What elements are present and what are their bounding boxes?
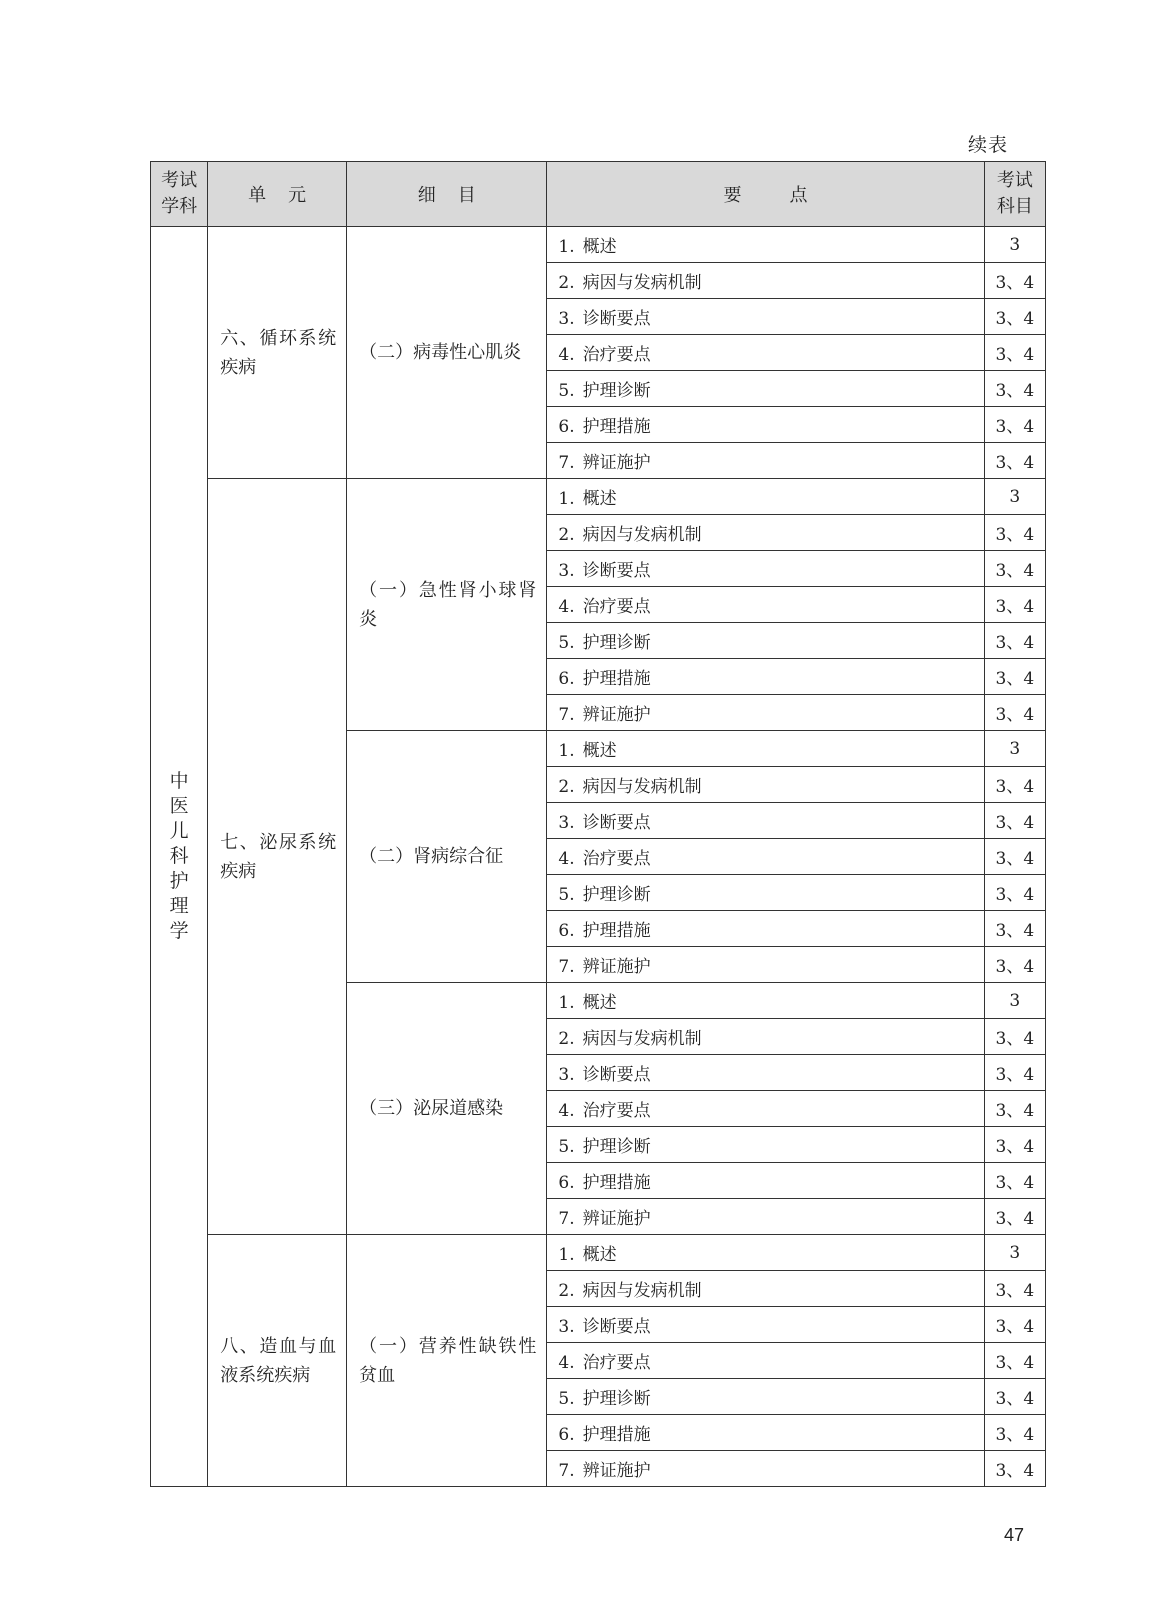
point-text: 护理诊断	[582, 633, 651, 653]
point-number: 6.	[558, 417, 575, 437]
point-cell	[547, 1091, 984, 1127]
point-number: 4.	[558, 1101, 575, 1121]
header-item-label: 细目	[417, 185, 498, 206]
point-number: 2.	[558, 525, 575, 545]
point-number: 7.	[558, 705, 575, 725]
header-item	[347, 162, 547, 227]
point-text: 护理措施	[582, 1173, 651, 1193]
point-text: 治疗要点	[582, 597, 651, 617]
exam-subjects-cell: 3、4	[984, 1415, 1045, 1451]
table-row	[151, 227, 1046, 263]
point-text: 病因与发病机制	[582, 273, 702, 293]
exam-subjects-cell: 3、4	[984, 335, 1045, 371]
exam-subjects-cell: 3	[984, 983, 1045, 1019]
exam-subjects-cell: 3、4	[984, 1343, 1045, 1379]
point-cell	[547, 407, 984, 443]
continued-label: 续表	[968, 134, 1009, 156]
point-cell	[547, 947, 984, 983]
point-text: 诊断要点	[582, 1065, 651, 1085]
header-exam-subject-line-2: 学科	[161, 196, 198, 217]
point-cell	[547, 515, 984, 551]
point-text: 护理措施	[582, 1425, 651, 1445]
exam-subjects-cell: 3、4	[984, 551, 1045, 587]
exam-subjects-cell: 3、4	[984, 839, 1045, 875]
exam-subject-char: 儿	[169, 820, 189, 842]
exam-subjects-cell: 3、4	[984, 623, 1045, 659]
exam-subjects-cell: 3、4	[984, 875, 1045, 911]
item-name: （二）肾病综合征	[359, 846, 504, 867]
item-cell	[347, 479, 547, 731]
point-number: 1.	[558, 1245, 575, 1265]
point-text: 护理措施	[582, 921, 651, 941]
point-cell	[547, 299, 984, 335]
exam-subject-char: 科	[169, 845, 189, 867]
point-number: 7.	[558, 453, 575, 473]
exam-subject-char: 护	[169, 870, 189, 892]
point-text: 治疗要点	[582, 345, 651, 365]
exam-subjects-cell: 3	[984, 731, 1045, 767]
exam-subjects-cell: 3、4	[984, 515, 1045, 551]
point-cell	[547, 263, 984, 299]
point-number: 4.	[558, 1353, 575, 1373]
exam-subjects-cell: 3、4	[984, 1163, 1045, 1199]
item-cell	[347, 227, 547, 479]
exam-subjects-cell: 3	[984, 1235, 1045, 1271]
point-cell	[547, 479, 984, 515]
point-number: 5.	[558, 1137, 575, 1157]
exam-subjects-cell: 3、4	[984, 1055, 1045, 1091]
exam-subjects-cell: 3、4	[984, 1127, 1045, 1163]
point-text: 概述	[582, 1245, 617, 1265]
point-cell	[547, 1307, 984, 1343]
exam-subjects-cell: 3、4	[984, 803, 1045, 839]
item-cell	[347, 983, 547, 1235]
point-text: 概述	[582, 993, 617, 1013]
point-cell	[547, 1163, 984, 1199]
point-number: 1.	[558, 489, 575, 509]
exam-subject-char: 中	[169, 770, 189, 792]
point-cell	[547, 1199, 984, 1235]
point-cell	[547, 731, 984, 767]
point-number: 2.	[558, 1029, 575, 1049]
exam-subject-char: 理	[169, 895, 189, 917]
point-number: 3.	[558, 1317, 575, 1337]
point-number: 6.	[558, 1425, 575, 1445]
point-text: 护理诊断	[582, 381, 651, 401]
header-points-label: 要点	[723, 185, 856, 206]
exam-subjects-cell: 3、4	[984, 911, 1045, 947]
unit-name: 八、造血与血液系统疾病	[220, 1335, 337, 1386]
exam-subjects-cell: 3、4	[984, 1091, 1045, 1127]
header-exam-subjects	[984, 162, 1045, 227]
point-cell	[547, 911, 984, 947]
exam-subjects-cell: 3、4	[984, 1307, 1045, 1343]
exam-subjects-cell: 3、4	[984, 1019, 1045, 1055]
item-name: （一）营养性缺铁性贫血	[359, 1335, 537, 1386]
point-cell	[547, 1019, 984, 1055]
point-text: 治疗要点	[582, 1353, 651, 1373]
header-unit-label: 单元	[248, 185, 329, 206]
point-text: 病因与发病机制	[582, 1029, 702, 1049]
point-text: 诊断要点	[582, 309, 651, 329]
header-row	[151, 162, 1046, 227]
point-number: 3.	[558, 309, 575, 329]
item-name: （二）病毒性心肌炎	[359, 342, 522, 363]
point-cell	[547, 1343, 984, 1379]
item-cell	[347, 1235, 547, 1487]
point-cell	[547, 1271, 984, 1307]
exam-subject-name	[170, 769, 189, 944]
point-number: 2.	[558, 1281, 575, 1301]
point-text: 治疗要点	[582, 849, 651, 869]
table-body	[151, 227, 1046, 1487]
exam-subjects-cell: 3、4	[984, 587, 1045, 623]
point-number: 3.	[558, 813, 575, 833]
point-text: 辨证施护	[582, 1209, 651, 1229]
header-unit	[208, 162, 347, 227]
header-points	[547, 162, 984, 227]
exam-subjects-cell: 3	[984, 479, 1045, 515]
point-number: 6.	[558, 669, 575, 689]
point-number: 6.	[558, 921, 575, 941]
point-number: 1.	[558, 237, 575, 257]
point-number: 7.	[558, 1461, 575, 1481]
point-cell	[547, 659, 984, 695]
unit-cell	[208, 227, 347, 479]
point-cell	[547, 227, 984, 263]
point-number: 5.	[558, 885, 575, 905]
point-text: 辨证施护	[582, 957, 651, 977]
point-text: 护理诊断	[582, 885, 651, 905]
point-number: 5.	[558, 381, 575, 401]
point-number: 4.	[558, 597, 575, 617]
point-text: 诊断要点	[582, 1317, 651, 1337]
header-exam-subject	[151, 162, 208, 227]
header-exam-subjects-line-2: 科目	[996, 196, 1033, 217]
unit-name: 六、循环系统疾病	[220, 327, 337, 378]
page-number: 47	[1004, 1525, 1025, 1545]
point-text: 辨证施护	[582, 1461, 651, 1481]
point-number: 4.	[558, 849, 575, 869]
point-number: 2.	[558, 777, 575, 797]
point-text: 概述	[582, 489, 617, 509]
point-text: 护理诊断	[582, 1137, 651, 1157]
point-text: 概述	[582, 237, 617, 257]
point-number: 4.	[558, 345, 575, 365]
item-name: （三）泌尿道感染	[359, 1098, 504, 1119]
point-cell	[547, 1451, 984, 1487]
exam-subjects-cell: 3、4	[984, 443, 1045, 479]
unit-cell	[208, 1235, 347, 1487]
point-cell	[547, 1127, 984, 1163]
exam-subjects-cell: 3、4	[984, 263, 1045, 299]
exam-subjects-cell: 3	[984, 227, 1045, 263]
point-cell	[547, 1055, 984, 1091]
point-cell	[547, 839, 984, 875]
point-number: 7.	[558, 957, 575, 977]
item-cell	[347, 731, 547, 983]
point-text: 护理诊断	[582, 1389, 651, 1409]
point-number: 1.	[558, 993, 575, 1013]
point-cell	[547, 983, 984, 1019]
point-text: 病因与发病机制	[582, 525, 702, 545]
table-row	[151, 1235, 1046, 1271]
point-cell	[547, 875, 984, 911]
point-number: 1.	[558, 741, 575, 761]
point-text: 诊断要点	[582, 561, 651, 581]
point-text: 护理措施	[582, 417, 651, 437]
point-text: 护理措施	[582, 669, 651, 689]
unit-name: 七、泌尿系统疾病	[220, 831, 337, 882]
exam-subjects-cell: 3、4	[984, 695, 1045, 731]
point-cell	[547, 1379, 984, 1415]
exam-subjects-cell: 3、4	[984, 947, 1045, 983]
point-text: 诊断要点	[582, 813, 651, 833]
point-cell	[547, 587, 984, 623]
point-cell	[547, 335, 984, 371]
exam-subjects-cell: 3、4	[984, 1271, 1045, 1307]
point-text: 辨证施护	[582, 705, 651, 725]
point-text: 病因与发病机制	[582, 777, 702, 797]
syllabus-table	[150, 161, 1046, 1487]
header-exam-subjects-line-1: 考试	[996, 170, 1033, 191]
exam-subjects-cell: 3、4	[984, 371, 1045, 407]
exam-subjects-cell: 3、4	[984, 1451, 1045, 1487]
exam-subjects-cell: 3、4	[984, 659, 1045, 695]
point-text: 概述	[582, 741, 617, 761]
point-cell	[547, 1235, 984, 1271]
point-cell	[547, 551, 984, 587]
point-number: 3.	[558, 1065, 575, 1085]
item-name: （一）急性肾小球肾炎	[359, 579, 537, 630]
point-number: 7.	[558, 1209, 575, 1229]
point-number: 5.	[558, 633, 575, 653]
unit-cell	[208, 479, 347, 1235]
table-row	[151, 479, 1046, 515]
exam-subject-cell	[151, 227, 208, 1487]
point-cell	[547, 623, 984, 659]
point-cell	[547, 803, 984, 839]
point-cell	[547, 371, 984, 407]
exam-subjects-cell: 3、4	[984, 1379, 1045, 1415]
point-number: 6.	[558, 1173, 575, 1193]
point-text: 辨证施护	[582, 453, 651, 473]
exam-subjects-cell: 3、4	[984, 767, 1045, 803]
point-number: 5.	[558, 1389, 575, 1409]
point-cell	[547, 443, 984, 479]
point-cell	[547, 767, 984, 803]
exam-subject-char: 医	[169, 795, 189, 817]
exam-subject-char: 学	[169, 920, 189, 942]
header-exam-subject-line-1: 考试	[161, 170, 198, 191]
point-text: 治疗要点	[582, 1101, 651, 1121]
point-number: 2.	[558, 273, 575, 293]
point-text: 病因与发病机制	[582, 1281, 702, 1301]
point-cell	[547, 1415, 984, 1451]
exam-subjects-cell: 3、4	[984, 299, 1045, 335]
point-cell	[547, 695, 984, 731]
exam-subjects-cell: 3、4	[984, 407, 1045, 443]
point-number: 3.	[558, 561, 575, 581]
exam-subjects-cell: 3、4	[984, 1199, 1045, 1235]
